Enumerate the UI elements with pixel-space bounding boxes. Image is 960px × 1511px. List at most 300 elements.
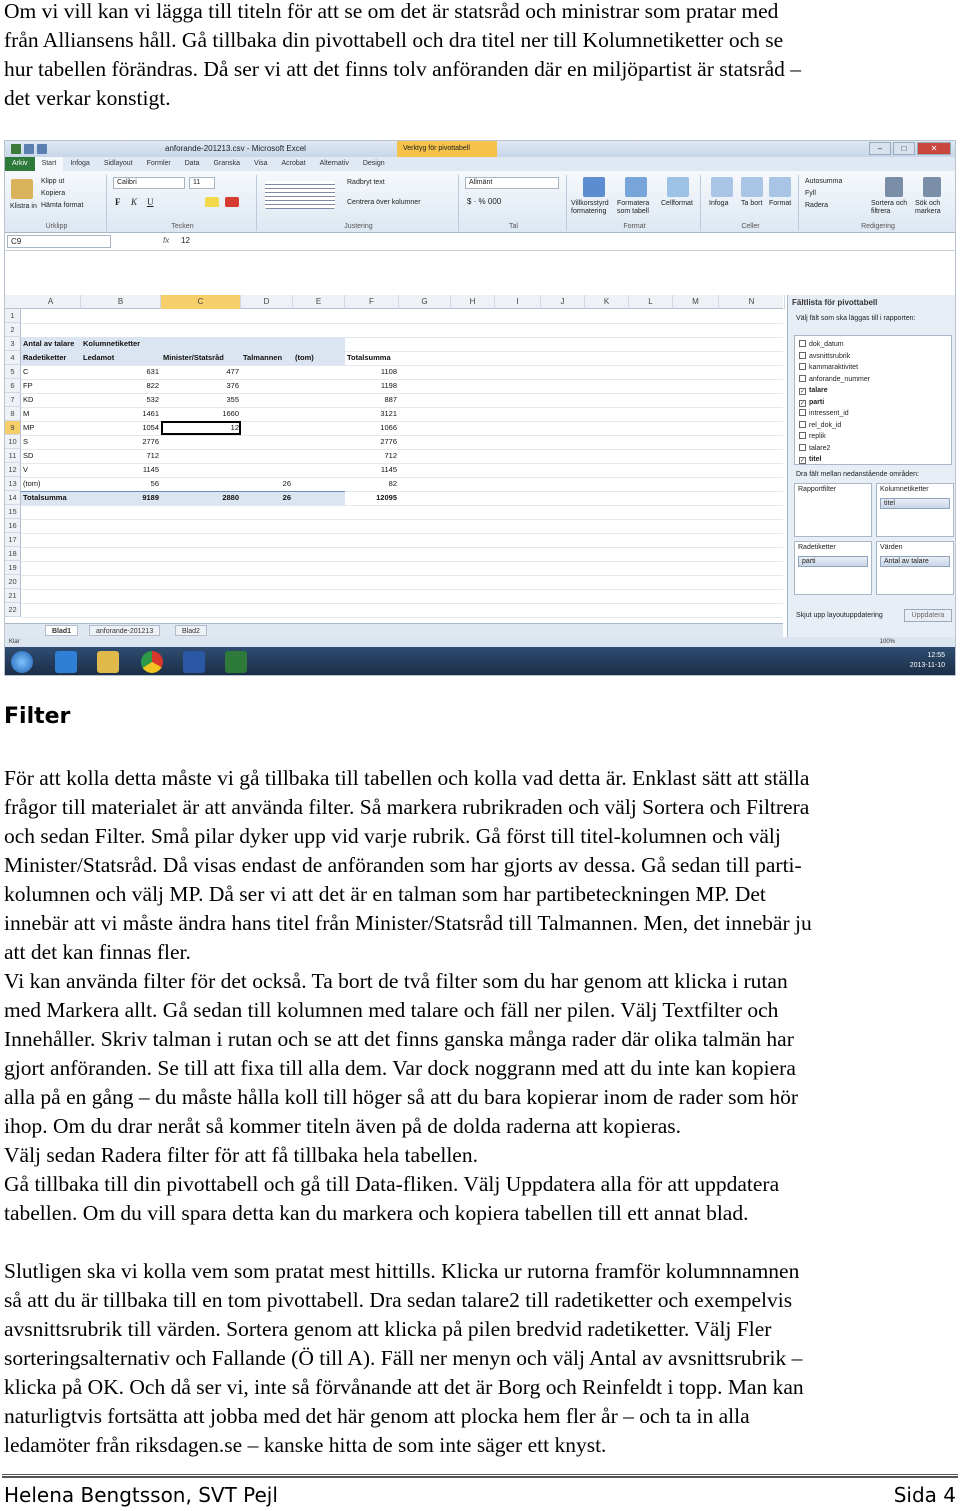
row-header-7[interactable]: 7 (5, 393, 21, 407)
pivot-cell-total[interactable]: 712 (384, 451, 397, 460)
checkbox-icon[interactable] (799, 375, 806, 382)
pivot-cell-ledamot[interactable]: 822 (146, 381, 159, 390)
name-box[interactable]: C9 (7, 235, 111, 248)
pivot-row-label-8[interactable]: (tom) (23, 479, 41, 488)
values-area[interactable] (876, 541, 954, 595)
row-header-12[interactable]: 12 (5, 463, 21, 477)
fill-color-icon[interactable] (205, 197, 219, 207)
font-name-select[interactable]: Calibri (113, 177, 185, 189)
row-header-4[interactable]: 4 (5, 351, 21, 365)
row-header-3[interactable]: 3 (5, 337, 21, 351)
ribbon-tabs (5, 157, 955, 171)
group-label: Celler (741, 223, 760, 230)
start-button-icon[interactable] (11, 651, 33, 673)
group-format (569, 175, 701, 231)
column-header-d[interactable]: D (241, 295, 293, 309)
text-line: Innehåller. Skriv talman i rutan och se att det finns ganska många rader där olika talmän har (4, 1027, 794, 1051)
ribbon (5, 171, 955, 233)
format-icon[interactable] (769, 177, 791, 197)
column-header-k[interactable]: K (585, 295, 629, 309)
format-button[interactable]: Format (769, 200, 792, 207)
field-checkbox-rel-dok-id[interactable] (799, 420, 841, 432)
windows-taskbar (5, 647, 955, 676)
clock-time: 12:55 (927, 652, 945, 659)
tab-alternativ[interactable]: Alternativ (319, 160, 349, 167)
field-pill-titel[interactable]: titel (880, 498, 950, 509)
row-labels-area[interactable] (794, 541, 872, 595)
pivot-header-ledamot[interactable]: Ledamot (83, 353, 115, 362)
pivot-cell-total[interactable]: 1066 (380, 423, 397, 432)
underline-button[interactable]: U (147, 197, 154, 207)
row-header-6[interactable]: 6 (5, 379, 21, 393)
row-header-2[interactable]: 2 (5, 323, 21, 337)
text-line: sorteringsalternativ och Fallande (Ö till A). Fäll ner menyn och välj Antal av avsnittsrubrik – (4, 1346, 803, 1370)
clock (910, 651, 945, 671)
report-filter-area[interactable] (794, 483, 872, 537)
insert-button[interactable]: Infoga (709, 200, 729, 207)
column-header-l[interactable]: L (629, 295, 673, 309)
delete-button[interactable]: Ta bort (741, 200, 763, 207)
row-header-9[interactable]: 9 (5, 421, 21, 435)
chrome-icon[interactable] (141, 651, 163, 673)
group-label: Tecken (171, 223, 194, 230)
refresh-paragraph (4, 1170, 956, 1228)
undo-icon[interactable] (37, 144, 47, 154)
pivot-field-list-pane (787, 295, 956, 637)
field-name: avsnittsrubrik (809, 352, 851, 360)
zoom-level[interactable]: 100% (879, 639, 895, 645)
tab-data[interactable]: Data (184, 160, 200, 167)
pivot-row-label-1[interactable]: FP (23, 381, 33, 390)
text-line: klicka på OK. Och då ser vi, inte så förvånande att det är Borg och Reinfeldt i topp. Man kan (4, 1375, 804, 1399)
text-line: hur tabellen förändras. Då ser vi att det finns tolv anföranden där en miljöpartist är statsråd – (4, 57, 802, 81)
pivot-header-talmannen[interactable]: Talmannen (243, 353, 283, 362)
tab-visa[interactable]: Visa (254, 160, 268, 167)
text-line: kolumnen och välj MP. Då ser vi att det är en talman som har partibeteckningen MP. Det (4, 882, 766, 906)
field-name: dok_datum (809, 341, 844, 348)
pivot-cell-minister[interactable]: 355 (226, 395, 239, 404)
field-checkbox-parti[interactable] (799, 397, 824, 409)
worksheet[interactable] (5, 295, 783, 637)
text-line: naturligtvis fortsätta att jobba med det här genom att plocka hem fler år – och ta in alla (4, 1404, 750, 1428)
conditional-format-icon[interactable] (583, 177, 605, 197)
pivot-cell-minister[interactable] (163, 477, 239, 491)
pivot-cell-minister[interactable]: 376 (226, 381, 239, 390)
pivot-cell-talmannen[interactable] (243, 393, 291, 407)
checkbox-icon[interactable] (799, 421, 806, 428)
pivot-cell-talmannen[interactable] (243, 449, 291, 463)
footer-page-number: Sida 4 (893, 1483, 956, 1507)
column-header-m[interactable]: M (673, 295, 719, 309)
gridline (21, 519, 783, 520)
filter-paragraph (4, 764, 956, 967)
bold-button[interactable]: F (115, 197, 121, 207)
minimize-button[interactable]: – (869, 142, 891, 155)
pivot-cell-minister[interactable]: 477 (226, 367, 239, 376)
field-checkbox-dok-datum[interactable] (799, 339, 844, 351)
column-header-n[interactable]: N (719, 295, 785, 309)
excel-icon[interactable] (225, 651, 247, 673)
checkbox-icon[interactable] (799, 409, 806, 416)
pivot-cell-tom[interactable] (295, 477, 343, 491)
field-checkbox-anforande-nummer[interactable] (799, 374, 870, 386)
close-button[interactable]: ✕ (917, 142, 951, 155)
field-name: intressent_id (809, 410, 849, 417)
pivot-cell-total[interactable]: 1108 (380, 367, 397, 376)
pivot-cell-tom[interactable] (295, 379, 343, 393)
delete-icon[interactable] (741, 177, 763, 197)
row-header-13[interactable]: 13 (5, 477, 21, 491)
sheet-tab-blad2[interactable]: Blad2 (175, 625, 207, 636)
text-line: från Alliansens håll. Gå tillbaka din pivottabell och dra titel ner till Kolumnetiketter och se (4, 28, 784, 52)
gridline (21, 323, 783, 324)
clear-button[interactable]: Radera (805, 202, 828, 209)
pivot-total-label[interactable]: Totalsumma (23, 493, 67, 502)
text-line: ledamöter från riksdagen.se – kanske hitta de som inte säger ett knyst. (4, 1433, 607, 1457)
expanded-formula-area (5, 251, 955, 295)
text-line: innebär att vi måste ändra hans titel från Minister/Statsråd till Talmannen. Men, det innebär ju (4, 911, 812, 935)
text-line: alla på en gång – du måste hålla koll till höger så att du bara kopierar inom de rader som hör (4, 1085, 799, 1109)
pivot-cell-talmannen[interactable] (243, 365, 291, 379)
pivot-row-label-6[interactable]: SD (23, 451, 34, 460)
text-line: Välj sedan Radera filter för att få tillbaka hela tabellen. (4, 1143, 478, 1167)
gridline (21, 533, 783, 534)
pivot-header-totalsumma[interactable]: Totalsumma (347, 353, 391, 362)
window-title: anforande-201213.csv - Microsoft Excel (165, 144, 306, 153)
italic-button[interactable]: K (131, 197, 138, 207)
row-header-22[interactable]: 22 (5, 603, 21, 617)
intro-paragraph (4, 0, 956, 113)
row-header-8[interactable]: 8 (5, 407, 21, 421)
pivot-row-label[interactable]: Radetiketter (23, 353, 67, 362)
checkbox-icon[interactable] (799, 444, 806, 451)
column-labels-area[interactable] (876, 483, 954, 537)
row-header-17[interactable]: 17 (5, 533, 21, 547)
tab-sidlayout[interactable]: Sidlayout (103, 160, 133, 167)
pivot-cell-minister[interactable] (163, 449, 239, 463)
status-bar (5, 637, 955, 647)
pivot-cell-talmannen[interactable] (243, 407, 291, 421)
pivot-cell-ledamot[interactable]: 1145 (142, 465, 159, 474)
pivot-cell-minister[interactable]: 12 (230, 423, 239, 432)
row-header-15[interactable]: 15 (5, 505, 21, 519)
merge-center-button[interactable]: Centrera över kolumner (347, 199, 421, 206)
selected-cell[interactable] (161, 421, 241, 435)
row-header-21[interactable]: 21 (5, 589, 21, 603)
paste-button[interactable]: Klistra in (10, 203, 37, 210)
pivot-cell-ledamot[interactable]: 712 (146, 451, 159, 460)
pivot-cell-tom[interactable] (295, 407, 343, 421)
pane-title: Fältlista för pivottabell (792, 298, 878, 307)
field-pill-antal[interactable]: Antal av talare (880, 556, 950, 567)
field-name: parti (809, 398, 825, 406)
pivot-cell-total[interactable]: 887 (384, 395, 397, 404)
text-line: Vi kan använda filter för det också. Ta bort de två filter som du har genom att klicka i rutan (4, 969, 788, 993)
group-tecken (109, 175, 257, 231)
pivot-cell-tom[interactable] (295, 365, 343, 379)
row-header-10[interactable]: 10 (5, 435, 21, 449)
pivot-cell-tom[interactable] (295, 449, 343, 463)
checkbox-icon[interactable] (799, 340, 806, 347)
pivot-cell-ledamot[interactable]: 1054 (142, 423, 159, 432)
internet-explorer-icon[interactable] (55, 651, 77, 673)
sort-filter-button[interactable]: Sortera och filtrera (871, 200, 908, 215)
pivot-cell-total[interactable]: 82 (388, 479, 397, 488)
row-header-16[interactable]: 16 (5, 519, 21, 533)
field-name: talare2 (809, 444, 831, 452)
field-checkbox-talare[interactable] (799, 385, 828, 397)
pivot-cell-minister[interactable]: 1660 (222, 409, 239, 418)
row-header-20[interactable]: 20 (5, 575, 21, 589)
pivot-cell-talmannen[interactable] (243, 421, 291, 435)
fx-icon[interactable]: fx (163, 236, 170, 245)
gridline (21, 575, 783, 576)
column-header-b[interactable]: B (81, 295, 161, 309)
gridline (21, 561, 783, 562)
sheet-tabs (5, 623, 783, 637)
quick-access-toolbar (11, 144, 47, 154)
pivot-total-minister[interactable]: 2880 (222, 493, 239, 502)
column-header-e[interactable]: E (293, 295, 345, 309)
text-line: med Markera allt. Gå sedan till kolumnen med talare och fäll ner pilen. Välj Textfilter och (4, 998, 779, 1022)
gridline (21, 603, 783, 604)
column-header-g[interactable]: G (399, 295, 451, 309)
window-controls (869, 142, 951, 155)
tab-infoga[interactable]: Infoga (70, 160, 90, 167)
text-line: Om vi vill kan vi lägga till titeln för att se om det är statsråd och ministrar som pratar med (4, 0, 779, 23)
clock-date: 2013-11-10 (909, 662, 945, 669)
group-label: Tal (509, 223, 518, 230)
checkbox-checked-icon[interactable]: ✓ (800, 400, 806, 407)
field-pill-parti[interactable]: parti (798, 556, 868, 567)
field-name: talare (809, 387, 828, 394)
sheet-tab-anforande[interactable]: anforande-201213 (89, 625, 160, 636)
textfilter-paragraph (4, 967, 956, 1141)
sheet-tab-blad1[interactable]: Blad1 (45, 625, 78, 636)
field-checkbox-avsnittsrubrik[interactable] (799, 351, 850, 363)
group-urklipp (7, 175, 107, 231)
context-tab-pivot-tools: Verktyg för pivottabell (397, 141, 497, 157)
text-line: Gå tillbaka till din pivottabell och gå till Data-fliken. Välj Uppdatera alla för att uppdatera (4, 1172, 780, 1196)
text-line: så att du är tillbaka till en tom pivottabell. Dra sedan talare2 till radetiketter och exempelvis (4, 1288, 793, 1312)
area-title: Radetiketter (798, 544, 836, 551)
field-list (794, 335, 952, 465)
row-header-1[interactable]: 1 (5, 309, 21, 323)
group-justering (259, 175, 459, 231)
pivot-cell-total[interactable]: 2776 (380, 437, 397, 446)
cell-styles-button[interactable]: Cellformat (661, 200, 693, 207)
pivot-cell-ledamot[interactable]: 56 (150, 479, 159, 488)
tab-arkiv[interactable]: Arkiv (5, 157, 35, 171)
wrap-text-button[interactable]: Radbryt text (347, 179, 385, 186)
tab-design[interactable]: Design (362, 160, 385, 167)
format-painter-button[interactable]: Hämta format (41, 202, 84, 209)
gridline (21, 589, 783, 590)
checkbox-checked-icon[interactable]: ✓ (800, 389, 806, 395)
row-header-14[interactable]: 14 (5, 491, 21, 505)
pivot-cell-minister[interactable] (163, 435, 239, 449)
group-tal (461, 175, 567, 231)
formula-input[interactable]: 12 (181, 236, 190, 245)
pivot-row-label-3[interactable]: M (23, 409, 30, 418)
tab-acrobat[interactable]: Acrobat (281, 160, 306, 167)
group-redigering (801, 175, 955, 231)
pivot-cell-minister[interactable] (163, 463, 239, 477)
field-checkbox-replik[interactable] (799, 431, 826, 443)
pivot-cell-ledamot[interactable]: 631 (146, 367, 159, 376)
pivot-cell-ledamot[interactable]: 1461 (142, 409, 159, 418)
area-title: Kolumnetiketter (880, 486, 929, 493)
column-header-j[interactable]: J (541, 295, 585, 309)
column-header-f[interactable]: F (345, 295, 399, 309)
checkbox-icon[interactable] (799, 363, 806, 370)
gridline (21, 505, 783, 506)
update-button[interactable]: Uppdatera (904, 609, 952, 622)
pivot-cell-talmannen[interactable] (243, 463, 291, 477)
column-header-a[interactable]: A (21, 295, 81, 309)
word-icon[interactable] (183, 651, 205, 673)
explorer-folder-icon[interactable] (97, 651, 119, 673)
tab-formler[interactable]: Formler (146, 160, 171, 167)
pivot-cell-total[interactable]: 1198 (380, 381, 397, 390)
text-line: avsnittsrubrik till värden. Sortera genom att klicka på pilen bredvid radetiketter. Välj Fler (4, 1317, 772, 1341)
pivot-cell-talmannen[interactable]: 26 (282, 479, 291, 488)
text-line: Slutligen ska vi kolla vem som pratat mest hittills. Klicka ur rutorna framför kolumnnamnen (4, 1259, 800, 1283)
text-line: frågor till materialet är att använda filter. Så markera rubrikraden och välj Sortera och Filtrera (4, 795, 810, 819)
formula-bar (5, 233, 955, 251)
footer-author: Helena Bengtsson, SVT Pejl (4, 1483, 278, 1507)
group-label: Redigering (861, 223, 895, 230)
group-celler (703, 175, 799, 231)
find-icon[interactable] (923, 177, 941, 197)
field-name: rel_dok_id (809, 421, 842, 429)
area-title: Värden (880, 544, 903, 551)
pivot-total-talmannen[interactable]: 26 (282, 493, 291, 502)
defer-update-checkbox[interactable]: Skjut upp layoutuppdatering (796, 612, 883, 619)
field-name: kammaraktivitet (809, 364, 859, 371)
row-header-19[interactable]: 19 (5, 561, 21, 575)
sort-filter-icon[interactable] (885, 177, 903, 197)
font-color-icon[interactable] (225, 197, 239, 207)
row-header-5[interactable]: 5 (5, 365, 21, 379)
excel-screenshot (4, 140, 956, 676)
field-checkbox-talare2[interactable] (799, 443, 830, 455)
pivot-row-label-7[interactable]: V (23, 465, 29, 474)
excel-titlebar (5, 141, 955, 157)
tab-granska[interactable]: Granska (213, 160, 241, 167)
group-label: Justering (344, 223, 373, 230)
checkbox-icon[interactable] (799, 352, 806, 359)
pivot-cell-ledamot[interactable]: 532 (146, 395, 159, 404)
fill-button[interactable]: Fyll (805, 190, 816, 197)
insert-icon[interactable] (711, 177, 733, 197)
pane-subtitle: Välj fält som ska läggas till i rapporten: (796, 315, 916, 322)
pivot-row-label-0[interactable]: C (23, 367, 29, 376)
text-line: För att kolla detta måste vi gå tillbaka till tabellen och kolla vad detta är. Enklast sätt att ställa (4, 766, 810, 790)
pivot-total-total[interactable]: 12095 (376, 493, 397, 502)
clear-filter-paragraph (4, 1141, 956, 1170)
conclusion-paragraph (4, 1257, 956, 1460)
pivot-row-label-2[interactable]: KD (23, 395, 34, 404)
text-line: och sedan Filter. Små pilar dyker upp vid varje rubrik. Gå först till titel-kolumnen och välj (4, 824, 781, 848)
text-line: Minister/Statsråd. Då visas endast de anföranden som har gjorts av dessa. Gå sedan till parti- (4, 853, 802, 877)
cell-style-icon[interactable] (667, 177, 689, 197)
field-checkbox-intressent-id[interactable] (799, 408, 849, 420)
row-header-18[interactable]: 18 (5, 547, 21, 561)
pivot-cell-ledamot[interactable]: 2776 (142, 437, 159, 446)
paste-icon[interactable] (11, 179, 33, 199)
pivot-cell-tom[interactable] (295, 435, 343, 449)
pivot-row-label-5[interactable]: S (23, 437, 29, 446)
text-line: ihop. Om du drar neråt så kommer titeln även på de dolda raderna att kopieras. (4, 1114, 682, 1138)
checkbox-icon[interactable] (799, 432, 806, 439)
maximize-button[interactable]: □ (893, 142, 915, 155)
find-select-button[interactable]: Sök och markera (915, 200, 941, 215)
conditional-format-button[interactable]: Villkorsstyrd formatering (571, 200, 609, 215)
table-format-icon[interactable] (625, 177, 647, 197)
field-name: replik (809, 433, 826, 440)
autosum-button[interactable]: Autosumma (805, 178, 843, 185)
group-label: Urklipp (45, 223, 68, 230)
font-size-select[interactable]: 11 (189, 177, 215, 189)
pivot-total-tom[interactable] (295, 491, 343, 505)
field-name: anforande_nummer (809, 375, 871, 383)
footer-divider (2, 1474, 958, 1478)
pivot-header-tom[interactable]: (tom) (295, 353, 314, 362)
format-as-table-button[interactable]: Formatera som tabell (617, 200, 650, 215)
copy-button[interactable]: Kopiera (41, 190, 66, 197)
excel-logo-icon (11, 144, 21, 154)
pivot-column-label[interactable]: Kolumnetiketter (83, 339, 141, 348)
pivot-header-minister[interactable]: Minister/Statsråd (163, 353, 224, 362)
align-icon[interactable] (265, 181, 335, 209)
currency-button[interactable]: $ · % 000 (467, 197, 502, 206)
text-line: gjort anföranden. Se till att fixa till alla dem. Var dock noggrann med att du inte kan kopiera (4, 1056, 796, 1080)
column-header-h[interactable]: H (451, 295, 495, 309)
pivot-row-label-4[interactable]: MP (23, 423, 35, 432)
pivot-cell-tom[interactable] (295, 463, 343, 477)
gridline (21, 547, 783, 548)
cut-button[interactable]: Klipp ut (41, 178, 65, 185)
pivot-cell-talmannen[interactable] (243, 435, 291, 449)
pivot-value-label[interactable]: Antal av talare (23, 339, 75, 348)
field-checkbox-kammaraktivitet[interactable] (799, 362, 858, 374)
area-title: Rapportfilter (798, 486, 837, 493)
number-format-select[interactable]: Allmänt (465, 177, 559, 189)
row-header-11[interactable]: 11 (5, 449, 21, 463)
tab-start[interactable]: Start (35, 157, 64, 171)
pivot-total-ledamot[interactable]: 9189 (142, 493, 159, 502)
areas-label: Dra fält mellan nedanstående områden: (796, 471, 919, 478)
text-line: att det kan finnas fler. (4, 940, 191, 964)
pivot-cell-tom[interactable] (295, 421, 343, 435)
text-line: tabellen. Om du vill spara detta kan du markera och kopiera tabellen till ett annat blad. (4, 1201, 749, 1225)
pivot-cell-talmannen[interactable] (243, 379, 291, 393)
gridline (21, 617, 783, 618)
column-header-i[interactable]: I (495, 295, 541, 309)
checkbox-checked-icon[interactable]: ✓ (800, 458, 806, 464)
field-checkbox-titel[interactable] (799, 454, 821, 466)
pivot-cell-total[interactable]: 3121 (380, 409, 397, 418)
column-headers (5, 295, 783, 309)
pivot-cell-total[interactable]: 1145 (380, 465, 397, 474)
save-icon[interactable] (24, 144, 34, 154)
field-name: titel (809, 456, 822, 463)
pivot-cell-tom[interactable] (295, 393, 343, 407)
column-header-c[interactable]: C (161, 295, 241, 309)
group-label: Format (623, 223, 646, 230)
section-heading-filter: Filter (4, 704, 71, 729)
